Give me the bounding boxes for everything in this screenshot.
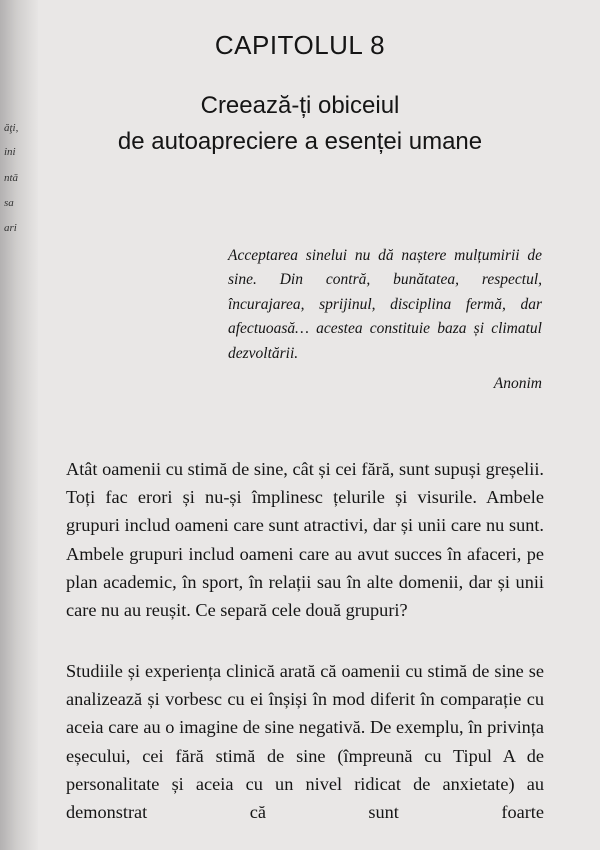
- chapter-number: CAPITOLUL 8: [214, 30, 386, 60]
- margin-bleed-text: sa: [4, 197, 14, 209]
- body-paragraph: Studiile și experiența clinică arată că oamenii cu stimă de sine se analizează și vorbesc cu ei înșiși în mod diferit în comparație cu aceia care au o imagine de sine negativă. De exemplu, în privința eșecului, cei fără stimă de sine (împreună cu Tipul A de personalitate și aceia cu un nivel ridicat de anxietate) au demonstrat că sunt foarte: [66, 661, 544, 823]
- margin-bleed-text: ăţi,: [4, 122, 19, 134]
- body-paragraph: Atât oamenii cu stimă de sine, cât și cei fără, sunt supuși greșelii. Toți fac erori și nu-și împlinesc țelurile și visurile. Ambele grupuri includ oameni care sunt atractivi, dar și unii care nu sunt. Ambele grupuri includ oameni care au avut succes în afaceri, pe plan academic, în sport, în relații sau în alte domenii, dar și unii care nu au reușit. Ce separă cele două grupuri?: [66, 459, 544, 621]
- margin-bleed-text: ntă: [4, 172, 19, 184]
- chapter-title-line: Creează-ți obiceiul: [200, 92, 400, 119]
- epigraph-quote: Acceptarea sinelui nu dă naștere mulțumirii de sine. Din contră, bunătatea, respectul, încurajarea, sprijinul, disciplina fermă, dar afectuoasă… acestea constituie baza și climatul dezvoltării.: [228, 247, 542, 362]
- epigraph-author: Anonim: [493, 375, 542, 392]
- chapter-title-line: de autoapreciere a esenței umane: [117, 128, 483, 155]
- chapter-title: [0, 88, 600, 160]
- margin-bleed-text: ari: [4, 222, 17, 234]
- margin-bleed-text: ini: [4, 146, 16, 158]
